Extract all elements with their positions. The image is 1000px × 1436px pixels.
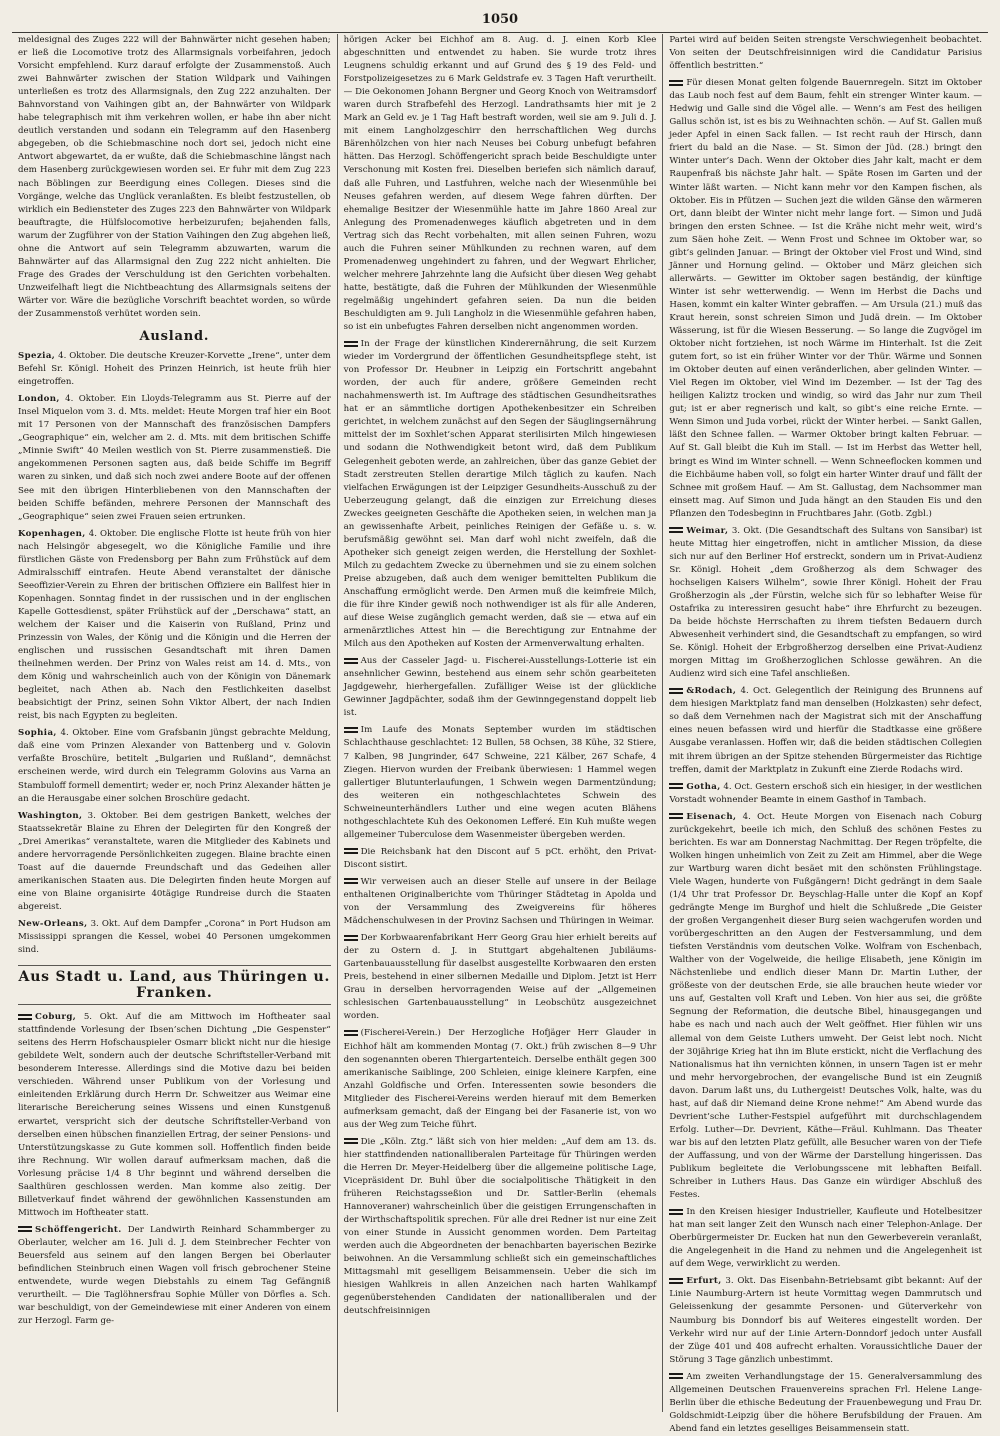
article-paragraph	[18, 350, 331, 389]
separator-mark-icon	[669, 688, 683, 694]
paragraph-text: 5. Okt. Auf die am Mittwoch im Hoftheater saal stattfindende Vorlesung der Ibsen’schen Dichtung „Die Gespenster“ seitens des Herrn Hofschauspieler Osmarr blickt nicht nur die hiesige gebildete Welt, sondern auch der deutsche Schriftsteller-Verband mit besonderem Interesse. Allerdings sind die Motive dazu bei beiden verschieden. Während unser Publikum von der Vorlesung und einleitenden Erklärung durch Herrn Dr. Schweitzer aus Weimar eine literarische Bereicherung seines Wissens und einen Kunstgenuß erwartet, verspricht sich der deutsche Schriftsteller-Verband von derselben einen hübschen finanziellen Ertrag, der seiner Pensions- und Unterstützungskasse zu Gute kommen soll. Hoffentlich finden beide ihre Rechnung. Wir wollen darauf aufmerksam machen, daß die Vorlesung präcise 1/4 8 Uhr beginnt und während derselben die Saalthüren geschlossen werden. Man komme also zeitig. Der Billetverkauf findet während der gewöhnlichen Kassenstunden am Mittwoch im Hoftheater statt.	[18, 1012, 331, 1218]
paragraph-text: Die Reichsbank hat den Discont auf 5 pCt. erhöht, den Privat-Discont sistirt.	[343, 846, 657, 870]
article-paragraph	[344, 1027, 657, 1131]
separator-mark-icon	[669, 813, 683, 819]
separator-mark-icon	[669, 80, 683, 86]
separator-mark-icon	[669, 1373, 683, 1379]
separator-mark-icon	[669, 527, 683, 533]
dateline-place: &Rodach,	[686, 686, 737, 697]
paragraph-text: Die „Köln. Ztg.“ läßt sich von hier melden: „Auf dem am 13. ds. hier stattfindenden nationalliberalen Parteitage für Thüringen werden die Herren Dr. Meyer-Heidelberg über die allgemeine politische Lage, Vicepräsident Dr. Buhl über die socialpolitische Thätigkeit in den früheren Reichstagsseßion und Dr. Sattler-Berlin (ehemals Hannoveraner) wahrscheinlich über die geistigen Errungenschaften in der Wirthschaftspolitik sprechen. Für alle drei Redner ist nur eine Zeit von einer Stunde in Aussicht genommen worden. Dem Parteitag werden auch die Abgeordneten der benachbarten bayerischen Bezirke beiwohnen. An die Versammlung schließt sich ein gemeinschaftliches Mittagsmahl mit geselligem Beisammensein. Ueber die sich im hiesigen Wahlkreis in allen Anzeichen nach harten Wahlkampf gegenüberstehenden Candidaten der nationalliberalen und der deutschfreisinnigen	[343, 1136, 657, 1317]
column-2	[337, 34, 663, 1412]
separator-mark-icon	[344, 1030, 358, 1036]
paragraph-text: hörigen Acker bei Eichhof am 8. Aug. d. J. einen Korb Klee abgeschnitten und entwendet zu haben. Sie wurde trotz ihres Leugnens schuldig erkannt und auf Grund des § 19 des Feld- und Forstpolizeigesetzes zu 6 Mark Geldstrafe ev. 3 Tagen Haft verurtheilt. — Die Oekonomen Johann Bergner und Georg Knoch von Weitramsdorf waren durch Strafbefehl des Herzogl. Landrathsamts hier mit je 2 Mark an Geld ev. je 1 Tag Haft bestraft worden, weil sie am 9. Juli d. J. mit einem Langholzgeschirr den herrschaftlichen Weg durchs Bärenhölzchen von hier nach Neuses bei Coburg unbefugt befahren hätten. Das Herzogl. Schöffengericht sprach beide Beschuldigte unter Verschonung mit Kosten frei. Dieselben beriefen sich nämlich darauf, daß alle Fuhren, und Lastfuhren, welche nach der Wiesenmühle bei Neuses gefahren werden, auf diesem Wege fahren dürften. Der ehemalige Besitzer der Wiesenmühle hatte im Jahre 1860 Areal zur Anlegung des Promenadenweges käuflich abgetreten und in dem Vertrag sich das Recht vorbehalten, mit allen seinen Fuhren, wozu auch die Fuhren seiner Mühlkunden zu rechnen waren, auf dem Promenadenweg ungehindert zu fahren, und der Wegwart Ehrlicher, welcher mehrere Jahrzehnte lang die Aufsicht über diesen Weg gehabt hatte, bestätigte, daß die Fuhren der Mühlkunden der Wiesenmühle regelmäßig ungehindert gefahren seien. Da nun die beiden Beschuldigten am 9. Juli Langholz in die Wiesenmühle gefahren haben, so ist ein unbefugtes Fahren derselben nicht angenommen worden.	[343, 35, 657, 333]
paragraph-text: Partei wird auf beiden Seiten strengste Verschwiegenheit beobachtet. Von seiten der Deutschfreisinnigen wird die Candidatur Parisius öffentlich bestritten.“	[669, 35, 983, 72]
dateline-place: Kopenhagen,	[18, 528, 86, 539]
dateline-place: Washington,	[18, 810, 83, 821]
article-paragraph	[18, 393, 331, 523]
article-paragraph	[344, 1136, 657, 1319]
section-heading: Aus Stadt u. Land, aus Thüringen u. Franken.	[18, 965, 331, 1005]
article-paragraph	[344, 932, 657, 1023]
separator-mark-icon	[344, 341, 358, 347]
separator-mark-icon	[18, 1014, 32, 1020]
paragraph-text: 4. Oct. Heute Morgen von Eisenach nach Coburg zurückgekehrt, beeile ich mich, den Schluß des schönen Festes zu berichten. Es war am Donnerstag Nachmittag. Der Regen tröpfelte, die Wolken hingen unheimlich von Zeit zu Zeit am Himmel, aber die Wege zur Wartburg waren dicht besäet mit den schönsten Frühlingstage. Viele Wagen, hunderte von Fußgängern! Dicht gedrängt in dem Saale (1/4 Uhr trat Professor Dr. Beyschlag-Halle unter die Kopf an Kopf gedrängte Menge im Burghof und hielt die Schlußrede „Die Geister der großen Vergangenheit dieser Burg seien wachgerufen worden und vorübergeschritten an den Augen der Festversammlung, und dem tiefsten Verständnis vom deutschen Volke. Wolfram von Eschenbach, Walther von der Vogelweide, die heilige Elisabeth, jene Königin im Nächstenliebe und endlich dieser Mann Dr. Martin Luther, der größeste von der deutschen Erde, sie alle brauchen heute wieder vor uns auf, Gestalten voll Kraft und Leben. Von hier aus sei, die größte Segnung der Reformation, die deutsche Bibel, hinausgegangen und habe es nach und nach auch der Welt geöffnet. Hier fühlen wir uns allemal von dem Geiste Luthers umweht. Der Geist lebt noch. Nicht der 30jährige Krieg hat ihn im Blute erstickt, nicht die Verflachung des Nationalismus hat ihn vernichten können, in unsern Tagen ist er mehr und mehr hervorgebrochen, der evangelische Bund ist ein Zeugniß davon. Darum laßt uns, du Luthergeist! Deutsches Volk, halte, was du hast, auf daß dir Niemand deine Krone nehme!“ Am Abend wurde das Devrient’sche Luther-Festspiel aufgeführt mit durchschlagendem Erfolg. Luther—Dr. Devrient, Käthe—Fräul. Kuhlmann. Das Theater war bis auf den letzten Platz gefüllt, alle Besucher waren von der Tiefe der Auffassung, und von der Wärme der Darstellung hingerissen. Das Publikum begleitete die Verlobungsscene mit lebhaften Beifall. Schreiber in Luthers Haus. Das Ganze ein würdiger Abschluß des Festes.	[669, 811, 983, 1201]
paragraph-text: 3. Okt. Das Eisenbahn-Betriebsamt gibt bekannt: Auf der Linie Naumburg-Artern ist heute Vormittag wegen Dammrutsch und Geleissenkung der gesammte Personen- und Güterverkehr von Naumburg bis Donndorf bis auf Weiteres eingestellt worden. Der Verkehr wird nur auf der Linie Artern-Donndorf jedoch unter Ausfall der Züge 401 und 408 aufrecht erhalten. Voraussichtliche Dauer der Störung 3 Tage gänzlich unbestimmt.	[669, 1276, 983, 1365]
paragraph-text: 4. Oct. Gelegentlich der Reinigung des Brunnens auf dem hiesigen Marktplatz fand man denselben (Holzkasten) sehr defect, so daß dem Vernehmen nach der Magistrat sich mit der Anschaffung eines neuen befassen wird und hierfür die Stadtkasse eine größere Ausgabe veranlassen. Hoffen wir, daß die beiden städtischen Collegien mit ihrem übrigen an der Spitze stehenden Bürgermeister das Richtige treffen, damit der Marktplatz in Zukunft eine Zierde Rodachs wird.	[669, 686, 983, 775]
paragraph-text: 4. Oktober. Die deutsche Kreuzer-Korvette „Irene“, unter dem Befehl Sr. Königl. Hoheit des Prinzen Heinrich, ist heute früh hier eingetroffen.	[18, 351, 331, 388]
page-number: 1050	[481, 12, 519, 27]
article-paragraph	[344, 34, 657, 334]
dateline-place: Schöffengericht.	[35, 1224, 122, 1235]
paragraph-text: 4. Oktober. Die englische Flotte ist heute früh von hier nach Helsingör abgesegelt, wo die Königliche Familie und ihre fürstlichen Gäste von Fredensborg per Bahn zum Frühstück auf dem Admiralsschiff eintrafen. Heute Abend veranstaltet der dänische Seeoffizier-Verein zu Ehren der britischen Offiziere ein Ballfest hier in Kopenhagen. Sonntag findet in der russischen und in der englischen Kapelle Gottesdienst, später Frühstück auf der „Derschawa“ statt, an welchem der Kaiser und die Kaiserin von Rußland, Prinz und Prinzessin von Wales, der König und die Königin und die Herren der englischen und russischen Gesandtschaft mit ihren Damen theilnehmen werden. Der Prinz von Wales reist am 14. d. Mts., von dem König und wahrscheinlich auch von der Königin von Dänemark begleitet, nach Athen ab. Nach den Festlichkeiten daselbst beabsichtigt der Prinz, seinen Sohn Viktor Albert, der nach Indien reist, bis nach Egypten zu begleiten.	[18, 528, 331, 722]
article-paragraph	[18, 727, 331, 805]
paragraph-text: Der Landwirth Reinhard Schammberger zu Oberlauter, welcher am 16. Juli d. J. dem Steinbrecher Fechter von Beuersfeld aus seinem auf den langen Bergen bei Oberlauter befindlichen Steinbruch einen Wagen voll frisch gebrochener Steine entwendete, wurde wegen Diebstahls zu einem Tag Gefängniß verurtheilt. — Die Taglöhnersfrau Sophie Müller von Dörfles a. Sch. war beschuldigt, von der Gemeindewiese mit einer Anderen von einem zur Herzogl. Farm ge-	[18, 1224, 331, 1327]
dateline-place: Erfurt,	[686, 1276, 722, 1287]
paragraph-text: Der Korbwaarenfabrikant Herr Georg Grau hier erhielt bereits auf der zu Ostern d. J. in Stuttgart abgehaltenen Jubiläums-Gartenbauausstellung für daselbst ausgestellte Korbwaaren den ersten Preis, bestehend in einer silbernen Medaille und Diplom. Jetzt ist Herr Grau in derselben hervorragenden Weise auf der „Allgemeinen schlesischen Gartenbauausstellung“ in Leobschütz ausgezeichnet worden.	[343, 933, 657, 1022]
article-paragraph	[18, 918, 331, 957]
paragraph-text: 3. Oktober. Bei dem gestrigen Bankett, welches der Staatssekretär Blaine zu Ehren der Delegirten für den Kongreß der „Drei Amerikas“ veranstaltete, waren die Mitglieder des Kabinets und andere hervorragende Persönlichkeiten zugegen. Blaine brachte einen Toast auf die dauernde Freundschaft und das Gedeihen aller amerikanischen Staaten aus. Die Delegirten finden heute Morgen auf eine von Blaine organisirte 40tägige Rundreise durch die Staaten abgereist.	[18, 810, 331, 912]
dateline-place: Gotha,	[686, 781, 721, 792]
column-3	[662, 34, 988, 1434]
separator-mark-icon	[344, 727, 358, 733]
article-paragraph	[18, 34, 331, 321]
paragraph-text: Aus der Casseler Jagd- u. Fischerei-Ausstellungs-Lotterie ist ein ansehnlicher Gewinn, bestehend aus einem sehr schön gearbeiteten Jagdgewehr, hierhergefallen. Zufälliger Weise ist der glückliche Gewinner Jagdpächter, sodaß ihm der Gewinngegenstand doppelt lieb ist.	[343, 656, 657, 719]
article-paragraph	[344, 846, 657, 872]
article-paragraph	[669, 1371, 982, 1436]
paragraph-text: meldesignal des Zuges 222 will der Bahnwärter nicht gesehen haben; er ließ die Locomotive trotz des Allarmsignals vorbeifahren, jedoch Vorsicht empfehlend. Kurz darauf erfolgte der Zusammenstoß. Auch zwei Bahnwärter zwischen der Station Wildpark und Vaihingen unterließen es trotz des Allarmsignals, den Zug 222 anzuhalten. Der Bahnvorstand von Vaihingen gibt an, der Bahnwärter von Wildpark habe telegraphisch mit ihm verkehren wollen, er habe ihn aber nicht deutlich verstanden und sodann ein Telegramm auf den Hasenberg abgegeben, ob die Schiebmaschine noch dort sei, jedoch nicht eine Antwort abgewartet, da er wußte, daß die Schiebmaschine längst nach dem Hasenberg zurückgewiesen worden sei. Er fuhr mit dem Zug 223 nach Böblingen zur Beerdigung eines Collegen. Dieses sind die Vorgänge, welche das Unglück veranlaßten. Es bleibt festzustellen, ob wirklich ein Bediensteter des Zuges 223 den Bahnwärter von Wildpark beauftragte, die Hülfslocomotive herbeizurufen; bejahenden falls, warum der Zugführer von der Station Vaihingen den Zug abgehen ließ, ohne die Antwort auf sein Telegramm abzuwarten, warum die Bahnwärter auf das Allarmsignal den Zug 222 nicht anhielten. Die Frage des Grades der Verschuldung ist den Gerichten vorbehalten. Unzweifelhaft liegt die Nichtbeachtung des Allarmsignals seitens der Wärter vor. Wäre die bezügliche Vorschrift beachtet worden, so würde der Zusammenstoß verhütet worden sein.	[18, 35, 331, 319]
article-paragraph	[18, 528, 331, 724]
separator-mark-icon	[344, 935, 358, 941]
article-paragraph	[18, 1011, 331, 1220]
paragraph-text: In der Frage der künstlichen Kinderernährung, die seit Kurzem wieder im Vordergrund der öffentlichen Gesundheitspflege steht, ist von Professor Dr. Heubner in Leipzig ein Fortschritt angebahnt worden, der auch für andere, größere Gemeinden recht nachahmenswerth ist. Im Auftrage des städtischen Gesundheitsrathes hat er an sämmtliche dortigen Apothekenbesitzer ein Schreiben gerichtet, in welchem zunächst auf den Segen der Säuglingsernährung mittelst der im Soxhlet’schen Apparat sterilisirten Milch hingewiesen und sodann die Nothwendigkeit betont wird, daß dem Publikum Gelegenheit geboten werde, an zahlreichen, über das ganze Gebiet der Stadt zerstreuten Stellen derartige Milch täglich zu kaufen. Nach vielfachen Erwägungen ist der Leipziger Gesundheits-Ausschuß zu der Ueberzeugung gelangt, daß die einzigen zur Erreichung dieses Zweckes geeigneten Geschäfte die Apotheken seien, in welchen man ja an gewissenhafte Arbeit, peinliches Reinigen der Gefäße u. s. w. berufsmäßig gewöhnt sei. Man darf wohl nicht zweifeln, daß die Apotheker sich geneigt zeigen werden, die Herstellung der Soxhlet-Milch zu gedachtem Zwecke zu übernehmen und sie zu einem solchen Preise abzugeben, daß auch dem weniger bemittelten Publikum die Anschaffung ermöglicht werde. Den Armen muß die keimfreie Milch, die für ihre Kinder gewiß noch nothwendiger ist als für alle Anderen, auf diese Weise zugänglich gemacht werden, daß sie — etwa auf ein armenärztliches Attest hin — die Berechtigung zur Entnahme der Milch aus den Apotheken auf Kosten der Armenverwaltung erhalten.	[343, 339, 657, 650]
separator-mark-icon	[344, 878, 358, 884]
paragraph-text: (Fischerei-Verein.) Der Herzogliche Hofjäger Herr Glauder in Eichhof hält am kommenden Montag (7. Okt.) früh zwischen 8—9 Uhr den sogenannten oberen Thiergartenteich. Derselbe enthält gegen 300 amerikanische Saiblinge, 200 Schleien, einige kleinere Karpfen, eine Anzahl Goldfische und Orfen. Interessenten sowie besonders die Mitglieder des Fischerei-Vereins werden hierauf mit dem Bemerken aufmerksam gemacht, daß der Eingang bei der Fasanerie ist, von wo aus der Weg zum Teiche führt.	[343, 1028, 657, 1130]
columns	[12, 34, 988, 1434]
dateline-place: New-Orleans,	[18, 919, 88, 929]
article-paragraph	[669, 685, 982, 776]
paragraph-text: 4. Oct. Gestern erschoß sich ein hiesiger, in der westlichen Vorstadt wohnender Beamte in einem Gasthof in Tambach.	[669, 781, 983, 805]
separator-mark-icon	[18, 1226, 32, 1232]
dateline-place: London,	[18, 394, 60, 405]
paragraph-text: 3. Okt. Auf dem Dampfer „Corona“ in Port Hudson am Mississippi sprangen die Kessel, wobei 40 Personen umgekommen sind.	[18, 919, 331, 956]
dateline-place: Weimar,	[686, 525, 729, 536]
paragraph-text: 3. Okt. (Die Gesandtschaft des Sultans von Sansibar) ist heute Mittag hier eingetroffen, nicht in amtlicher Mission, da diese sich nur auf den Berliner Hof erstreckt, sondern um in Privat-Audienz Sr. Königl. Hoheit „dem Großherzog als dem Schwager des hochseligen Kaisers Wilhelm“, sowie Ihrer Königl. Hoheit der Frau Großherzogin als „der Fürstin, welche sich für so lebhafter Weise für Ostafrika zu interessiren gesucht habe“ ihre Ehrfurcht zu bezeugen. Da beide höchste Herrschaften zu ihrem tiefsten Bedauern durch Abwesenheit verhindert sind, die Gesandtschaft zu empfangen, so wird Se. Königl. Hoheit der Erbgroßherzog derselben eine Privat-Audienz morgen Mittag im Großherzoglichen Schlosse gewähren. An die Audienz wird sich eine Tafel anschließen.	[669, 525, 983, 680]
article-paragraph	[669, 1275, 982, 1366]
dateline-place: Sophia,	[18, 728, 57, 739]
separator-mark-icon	[344, 658, 358, 664]
paragraph-text: 4. Oktober. Eine vom Grafsbanin jüngst gebrachte Meldung, daß eine vom Prinzen Alexander von Battenberg und v. Golovin verfaßte Broschüre, betitelt „Bulgarien und Rußland“, demnächst erscheinen werde, wird durch ein Telegramm Golovins aus Varna an Stambuloff formell dementirt; weder er, noch Prinz Alexander hätten je an die Herausgabe einer solchen Broschüre gedacht.	[18, 728, 331, 804]
column-1	[12, 34, 337, 1412]
article-paragraph	[344, 338, 657, 651]
article-paragraph	[669, 34, 982, 73]
dateline-place: Eisenach,	[686, 811, 737, 822]
paragraph-text: Für diesen Monat gelten folgende Bauernregeln. Sitzt im Oktober das Laub noch fest auf dem Baum, fehlt ein strenger Winter kaum. — Hedwig und Galle sind die Vögel alle. — Wenn’s am Fest des heiligen Gallus schön ist, ist es bis zu Weihnachten schön. — Auf St. Gallen muß jeder Apfel in einen Sack fallen. — Ist recht rauh der Hirsch, dann friert du bald an die Nase. — St. Simon der Jüd. (28.) bringt den Winter unter’s Dach. Wenn der Oktober dies Jahr kalt, macht er dem Raupenfraß bis nächste Jahr halt. — Späte Rosen im Garten und der Winter läßt warten. — Nicht kann mehr vor den Kampen fischen, als Oktober. Eis in Pfützen — Suchen jezt die wilden Gänse den wärmeren Ort, dann bleibt der Winter nicht mehr lange fort. — Simon und Judä bringen den ersten Schnee. — Ist die Krähe nicht mehr weit, wird’s zum Säen hohe Zeit. — Wenn Frost und Schnee im Oktober war, so gibt’s gelinden Januar. — Bringt der Oktober viel Frost und Wind, sind Jänner und Hornung gelind. — Oktober und März gleichen sich allerwärts. — Gewitter im Oktober sagen beständig, der künftige Winter ist sehr wetterwendig. — Wenn im Herbst die Dachs und Hasen, kommt ein kalter Winter gebraffen. — Am Ursula (21.) muß das Kraut herein, sonst schreien Simon und Judä drein. — Im Oktober Wässerung, ist für die Wiesen Besserung. — So lange die Zugvögel im Oktober nicht fortziehen, ist noch Wärme im Hinterhalt. Ist die Zeit gutem fort, so ist ein früher Winter vor der Thür. Wärme und Sonnen im Oktober deuten auf einen veränderlichen, aber gelinden Winter. — Viel Regen im Oktober, viel Wind im Dezember. — Ist der Tag des heiligen Kaliztz trocken und windig, so wird das Jahr nur zum Theil gut; ist er aber regnerisch und kalt, so gibt’s eine reiche Ernte. — Wenn Simon und Juda vorbei, rückt der Winter herbei. — Sankt Gallen, läßt den Schnee fallen. — Warmer Oktober bringt kalten Februar. — Auf St. Gall bleibt die Kuh im Stall. — Ist im Herbst das Wetter hell, bringt es Wind im Winter schnell. — Wenn Schneeflocken kommen und die Eichbäume haben voll, so folgt ein harter Winter drauf und fällt der Schnee mit großem Hauf. — Am St. Gallustag, dem Nachsommer man einsett mag. Auf Simon und Juda hängt an den Stauden Eis und den Pflanzen den Todesbeginn in Fruchtbares Jahr. (Gotb. Zgbl.)	[669, 78, 983, 519]
separator-mark-icon	[669, 783, 683, 789]
dateline-place: Spezia,	[18, 351, 56, 362]
article-paragraph	[344, 655, 657, 720]
article-paragraph	[669, 811, 982, 1202]
paragraph-text: Wir verweisen auch an dieser Stelle auf unsere in der Beilage enthaltenen Originalberichte vom Thüringer Städtetag in Apolda und von der Versammlung des Zweigvereins für höheres Mädchenschulwesen in der Provinz Sachsen und Thüringen in Weimar.	[343, 876, 657, 927]
separator-mark-icon	[344, 1138, 358, 1144]
article-paragraph	[344, 724, 657, 841]
dateline-place: Coburg,	[35, 1012, 77, 1023]
article-paragraph	[18, 810, 331, 914]
top-rule	[12, 32, 988, 33]
article-paragraph	[669, 77, 982, 521]
separator-mark-icon	[669, 1209, 683, 1215]
article-paragraph	[669, 781, 982, 807]
separator-mark-icon	[669, 1278, 683, 1284]
paragraph-text: Am zweiten Verhandlungstage der 15. Generalversammlung des Allgemeinen Deutschen Frauenvereins sprachen Frl. Helene Lange-Berlin über die ethische Bedeutung der Frauenbewegung und Frau Dr. Goldschmidt-Leipzig über die höhere Berufsbildung der Frauen. Am Abend fand ein letztes geselliges Beisammensein statt.	[669, 1371, 983, 1434]
article-paragraph	[669, 525, 982, 682]
paragraph-text: Im Laufe des Monats September wurden im städtischen Schlachthause geschlachtet: 12 Bullen, 58 Ochsen, 38 Kühe, 32 Stiere, 7 Kalben, 98 Jungrinder, 647 Schweine, 221 Kälber, 267 Schafe, 4 Ziegen. Hiervon wurden der Freibank überwiesen: 1 Hammel wegen gallertiger Blutunterlaufungen, 1 Schwein wegen Darmentzündung; des weiteren ein nothgeschlachtetes Schwein des Schweineunterhändlers Luther und eine wegen acuten Blähens nothgeschlachtete Kuh des Oekonomen Lefferé. Ein Kuh mußte wegen allgemeiner Tuberculose dem Wasenmeister übergeben werden.	[343, 725, 657, 840]
separator-mark-icon	[344, 848, 358, 854]
paragraph-text: In den Kreisen hiesiger Industrieller, Kaufleute und Hotelbesitzer hat man seit langer Zeit den Wunsch nach einer Telephon-Anlage. Der Oberbürgermeister Dr. Eucken hat nun den Gewerbeverein veranlaßt, die Angelegenheit in die Hand zu nehmen und die Angelegenheit ist auf dem Wege, verwirklicht zu werden.	[669, 1207, 983, 1270]
article-paragraph	[669, 1206, 982, 1271]
paragraph-text: 4. Oktober. Ein Lloyds-Telegramm aus St. Pierre auf der Insel Miquelon vom 3. d. Mts. meldet: Heute Morgen traf hier ein Boot mit 17 Personen von der Mannschaft des französischen Dampfers „Geographique“ ein, welcher am 2. d. Mts. mit dem britischen Schiffe „Minnie Swift“ 40 Meilen westlich von St. Pierre zusammenstieß. Die angekommenen Personen sagten aus, daß beide Schiffe im Begriff waren zu sinken, und daß sich noch zwei andere Boote auf der offenen See mit den übrigen Hinterbliebenen von den Mannschaften der beiden Schiffe befänden, mehrere Personen der Mannschaft des „Geographique“ seien zwei Frauen seien ertrunken.	[18, 394, 331, 522]
article-paragraph	[344, 876, 657, 928]
section-heading: Ausland.	[139, 329, 210, 345]
article-paragraph	[18, 1224, 331, 1328]
